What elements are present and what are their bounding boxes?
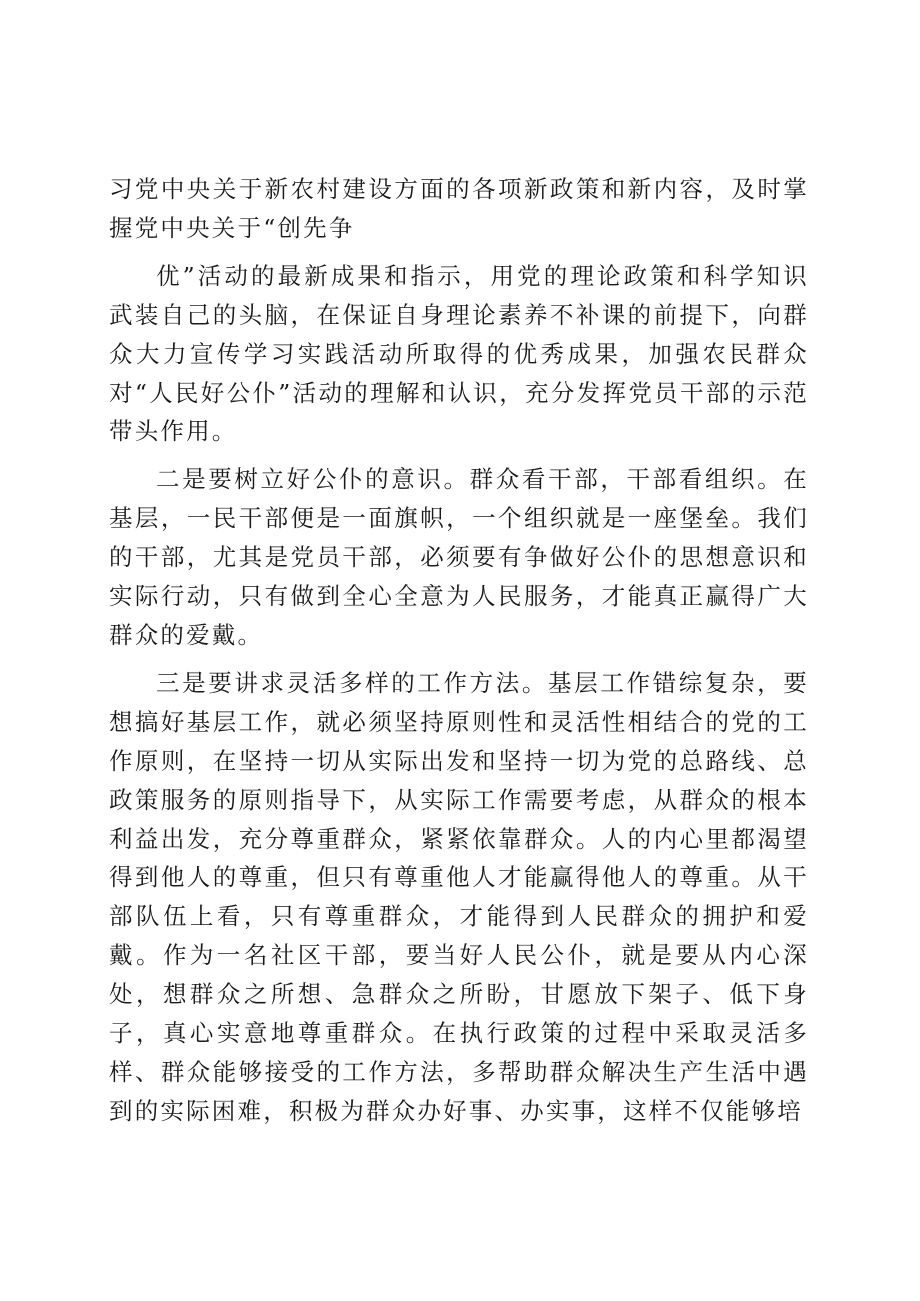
paragraph-2: 优”活动的最新成果和指示，用党的理论政策和科学知识武装自己的头脑，在保证自身理论素养不补课的前提下，向群众大力宣传学习实践活动所取得的优秀成果，加强农民群众对“人民好公仆”活动的理解和认识，充分发挥党员干部的示范带头作用。 [109,261,809,446]
document-body [109,170,809,1140]
paragraph-1: 习党中央关于新农村建设方面的各项新政策和新内容，及时掌握党中央关于“创先争 [109,175,809,242]
paragraph-3: 二是要树立好公仆的意识。群众看干部，干部看组织。在基层，一民干部便是一面旗帜，一个组织就是一座堡垒。我们的干部，尤其是党员干部，必须要有争做好公仆的思想意识和实际行动，只有做到全心全意为人民服务，才能真正赢得广大群众的爱戴。 [109,465,809,649]
paragraph-4: 三是要讲求灵活多样的工作方法。基层工作错综复杂，要想搞好基层工作，就必须坚持原则性和灵活性相结合的党的工作原则，在坚持一切从实际出发和坚持一切为党的总路线、总政策服务的原则指导下，从实际工作需要考虑，从群众的根本利益出发，充分尊重群众，紧紧依靠群众。人的内心里都渴望得到他人的尊重，但只有尊重他人才能赢得他人的尊重。从干部队伍上看，只有尊重群众，才能得到人民群众的拥护和爱戴。作为一名社区干部，要当好人民公仆，就是要从内心深处，想群众之所想、急群众之所盼，甘愿放下架子、低下身子，真心实意地尊重群众。在执行政策的过程中采取灵活多样、群众能够接受的工作方法，多帮助群众解决生产生活中遇到的实际困难，积极为群众办好事、办实事，这样不仅能够培 [109,668,809,1125]
